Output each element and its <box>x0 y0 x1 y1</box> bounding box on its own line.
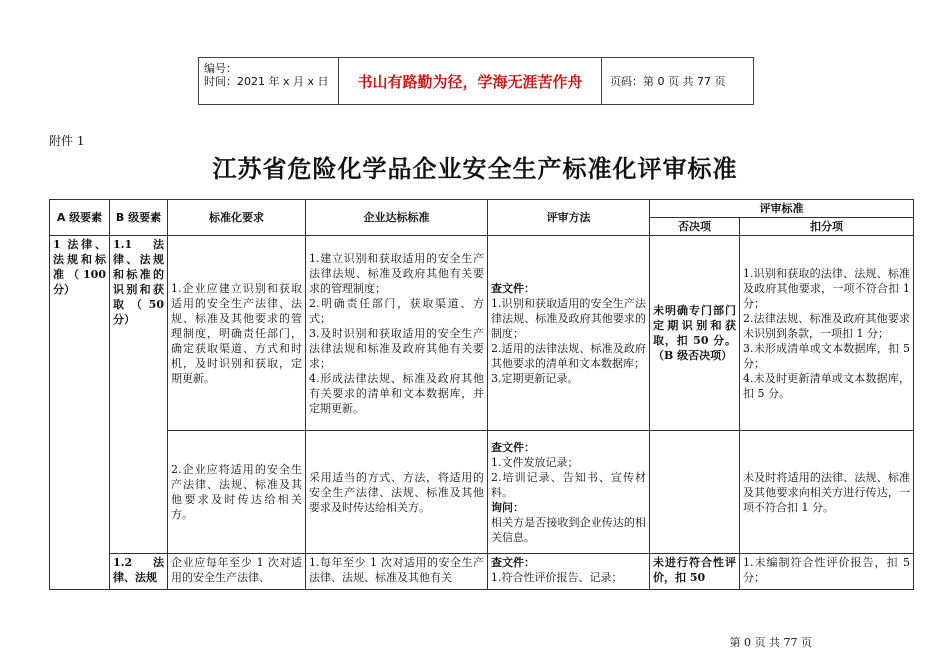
compliance-item: 1.建立识别和获取适用的安全生产法律法规、标准及政府其他有关要求的管理制度； <box>309 251 484 295</box>
requirement-cell: 1.企业应建立识别和获取适用的安全生产法律、法规、标准及其他要求的管理制度，明确责任部门，确定获取渠道、方式和时机，及时识别和获取，定期更新。 <box>168 236 306 431</box>
method-heading: 查文件： <box>491 556 535 569</box>
b-level-cell <box>110 554 168 590</box>
veto-cell <box>650 554 740 590</box>
header-motto: 书山有路勤为径，学海无涯苦作舟 <box>339 58 602 104</box>
method-cell <box>488 236 650 431</box>
header-a-level: A 级要素 <box>50 200 110 236</box>
header-b-level: B 级要素 <box>110 200 168 236</box>
method-item: 相关方是否接收到企业传达的相关信息。 <box>491 515 646 544</box>
method-item: 1.识别和获取适用的安全生产法律法规、标准及政府其他要求的制度； <box>491 296 646 340</box>
page-title: 江苏省危险化学品企业安全生产标准化评审标准 <box>212 154 738 183</box>
b-level-cell: 1.1 法律、法规和标准的识别和获取（50 分） <box>110 236 168 554</box>
table-row <box>50 554 914 590</box>
veto-cell: 未明确专门部门定期识别和获取，扣 50 分。（B 级否决项） <box>650 236 740 431</box>
header-veto: 否决项 <box>650 218 740 236</box>
document-header <box>198 57 754 105</box>
compliance-text: 1.每年至少 1 次对适用的安全生产法律、法规、标准及其他有关 <box>309 556 484 584</box>
header-criteria: 评审标准 <box>650 200 914 218</box>
compliance-cell <box>306 554 488 590</box>
method-item: 1.文件发放记录； <box>491 455 579 469</box>
method-item: 1.符合性评价报告、记录； <box>491 571 623 584</box>
document-number-label: 编号： <box>204 62 237 75</box>
header-page-info: 页码：第 0 页 共 77 页 <box>610 75 726 88</box>
deduct-item: 4.未及时更新清单或文本数据库，扣 5 分。 <box>743 371 910 400</box>
method-item: 2.培训记录、告知书、宣传材料。 <box>491 470 646 499</box>
header-compliance: 企业达标标准 <box>306 200 488 236</box>
deduct-cell: 未及时将适用的法律、法规、标准及其他要求向相关方进行传达，一项不符合扣 1 分。 <box>740 431 914 554</box>
requirement-text: 企业应每年至少 1 次对适用的安全生产法律、 <box>171 556 302 584</box>
page-footer: 第 0 页 共 77 页 <box>729 636 812 649</box>
deduct-text: 1.未编制符合性评价报告，扣 5 分； <box>743 556 910 584</box>
table-row <box>50 236 914 431</box>
b-level-text: 1.2 法律、法规 <box>113 556 164 584</box>
a-level-cell: 1 法律、法规和标准（100 分） <box>50 236 110 590</box>
method-heading: 询问： <box>491 500 524 514</box>
compliance-item: 3.及时识别和获取适用的安全生产法律法规和标准及政府其他有关要求； <box>309 326 484 370</box>
method-item: 3.定期更新记录。 <box>491 371 579 385</box>
table-row <box>50 431 914 554</box>
deduct-item: 3.未形成清单或文本数据库，扣 5 分； <box>743 341 910 370</box>
header-requirement: 标准化要求 <box>168 200 306 236</box>
requirement-cell <box>168 554 306 590</box>
requirement-cell: 2.企业应将适用的安全生产法律、法规、标准及其他要求及时传达给相关方。 <box>168 431 306 554</box>
veto-cell <box>650 431 740 554</box>
header-deduct: 扣分项 <box>740 218 914 236</box>
attachment-label: 附件 1 <box>49 134 85 148</box>
compliance-cell: 采用适当的方式、方法，将适用的安全生产法律、法规、标准及其他要求及时传达给相关方。 <box>306 431 488 554</box>
deduct-cell <box>740 554 914 590</box>
deduct-item: 2.法律法规、标准及政府其他要求未识别到条款，一项扣 1 分； <box>743 311 910 340</box>
document-time: 时间：2021 年 x 月 x 日 <box>204 75 329 88</box>
deduct-item: 1.识别和获取的法律、法规、标准及政府其他要求，一项不符合扣 1 分； <box>743 266 910 310</box>
method-heading: 查文件： <box>491 281 535 295</box>
compliance-item: 2.明确责任部门，获取渠道、方式； <box>309 296 484 325</box>
method-heading: 查文件： <box>491 440 535 454</box>
compliance-cell <box>306 236 488 431</box>
method-item: 2.适用的法律法规、标准及政府其他要求的清单和文本数据库； <box>491 341 646 370</box>
standards-table <box>49 199 914 590</box>
deduct-cell <box>740 236 914 431</box>
header-method: 评审方法 <box>488 200 650 236</box>
compliance-item: 4.形成法律法规、标准及政府其他有关要求的清单和文本数据库，并定期更新。 <box>309 371 484 415</box>
header-meta <box>199 58 339 104</box>
method-cell <box>488 554 650 590</box>
veto-text: 未进行符合性评价，扣 50 <box>653 556 736 584</box>
method-cell <box>488 431 650 554</box>
